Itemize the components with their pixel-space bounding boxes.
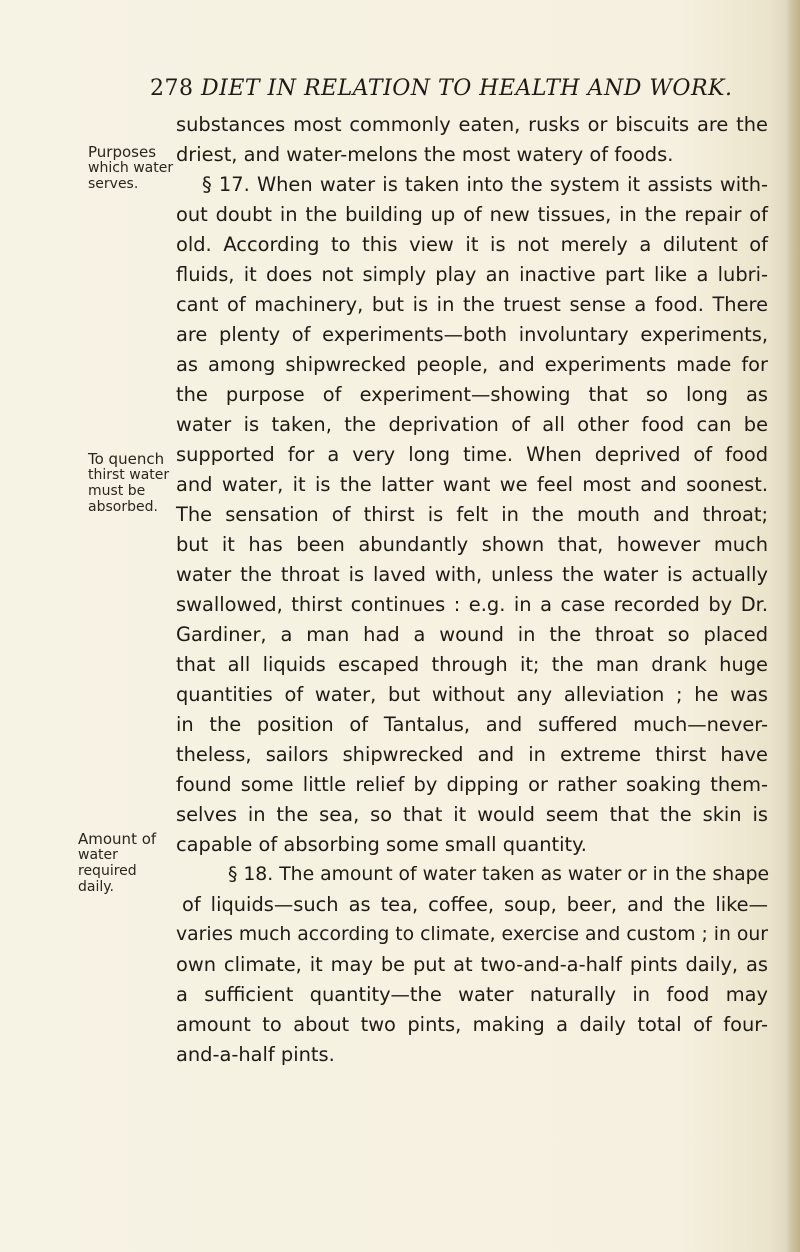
- body-line: own climate, it may be put at two-and-a-half pints daily, as: [176, 953, 768, 976]
- margin-note-line: water required: [78, 847, 137, 879]
- margin-note-line: Amount of: [78, 830, 157, 848]
- margin-note-line: daily.: [78, 879, 114, 895]
- body-line: capable of absorbing some small quantity.: [176, 833, 587, 856]
- body-line: selves in the sea, so that it would seem that the skin is: [176, 803, 768, 826]
- margin-note-line: must be: [88, 483, 146, 499]
- body-line: are plenty of experiments—both involuntary experiments,: [176, 323, 768, 346]
- body-line: § 17. When water is taken into the system it assists with-: [202, 173, 768, 196]
- running-header: [150, 76, 770, 101]
- body-line: found some little relief by dipping or rather soaking them-: [176, 773, 768, 796]
- margin-note-line: which water: [88, 160, 174, 176]
- margin-note-line: To quench: [88, 450, 165, 468]
- body-line: water the throat is laved with, unless the water is actually: [176, 563, 768, 586]
- body-line: fluids, it does not simply play an inactive part like a lubri-: [176, 263, 768, 286]
- body-line: swallowed, thirst continues : e.g. in a case recorded by Dr.: [176, 593, 768, 616]
- body-line: quantities of water, but without any alleviation ; he was: [176, 683, 768, 706]
- body-line: substances most commonly eaten, rusks or biscuits are the: [176, 113, 768, 136]
- margin-note-line: thirst water: [88, 467, 170, 483]
- body-line: the purpose of experiment—showing that so long as: [176, 383, 768, 406]
- margin-note-purposes: [88, 144, 174, 192]
- body-line: as among shipwrecked people, and experiments made for: [176, 353, 768, 376]
- body-line: and-a-half pints.: [176, 1043, 335, 1066]
- body-line: varies much according to climate, exercise and custom ; in our: [176, 924, 768, 945]
- body-line: that all liquids escaped through it; the man drank huge: [176, 653, 768, 676]
- running-title: DIET IN RELATION TO HEALTH AND WORK.: [201, 76, 733, 101]
- body-line: old. According to this view it is not merely a dilutent of: [176, 233, 768, 256]
- margin-note-line: absorbed.: [88, 499, 158, 515]
- body-line: The sensation of thirst is felt in the mouth and throat;: [176, 503, 768, 526]
- body-line: but it has been abundantly shown that, however much: [176, 533, 768, 556]
- body-line: § 18. The amount of water taken as water or in the shape: [228, 864, 770, 885]
- body-line: theless, sailors shipwrecked and in extreme thirst have: [176, 743, 768, 766]
- body-line: supported for a very long time. When deprived of food: [176, 443, 768, 466]
- body-line: cant of machinery, but is in the truest sense a food. There: [176, 293, 768, 316]
- body-line: out doubt in the building up of new tissues, in the repair of: [176, 203, 768, 226]
- body-line: a sufficient quantity—the water naturally in food may: [176, 983, 768, 1006]
- body-line: and water, it is the latter want we feel most and soonest.: [176, 473, 768, 496]
- body-line: Gardiner, a man had a wound in the throat so placed: [176, 623, 768, 646]
- margin-note-thirst: [88, 451, 174, 515]
- body-line: amount to about two pints, making a daily total of four-: [176, 1013, 768, 1036]
- body-line: water is taken, the deprivation of all other food can be: [176, 413, 768, 436]
- body-line: of liquids—such as tea, coffee, soup, beer, and the like—: [182, 893, 768, 916]
- margin-note-line: Purposes: [88, 143, 157, 161]
- margin-note-amount: [78, 831, 178, 895]
- page-number: 278: [150, 76, 194, 101]
- body-line: in the position of Tantalus, and suffered much—never-: [176, 713, 768, 736]
- body-line: driest, and water-melons the most watery of foods.: [176, 143, 674, 166]
- margin-note-line: serves.: [88, 176, 139, 192]
- page-edge-shadow: [786, 0, 800, 1252]
